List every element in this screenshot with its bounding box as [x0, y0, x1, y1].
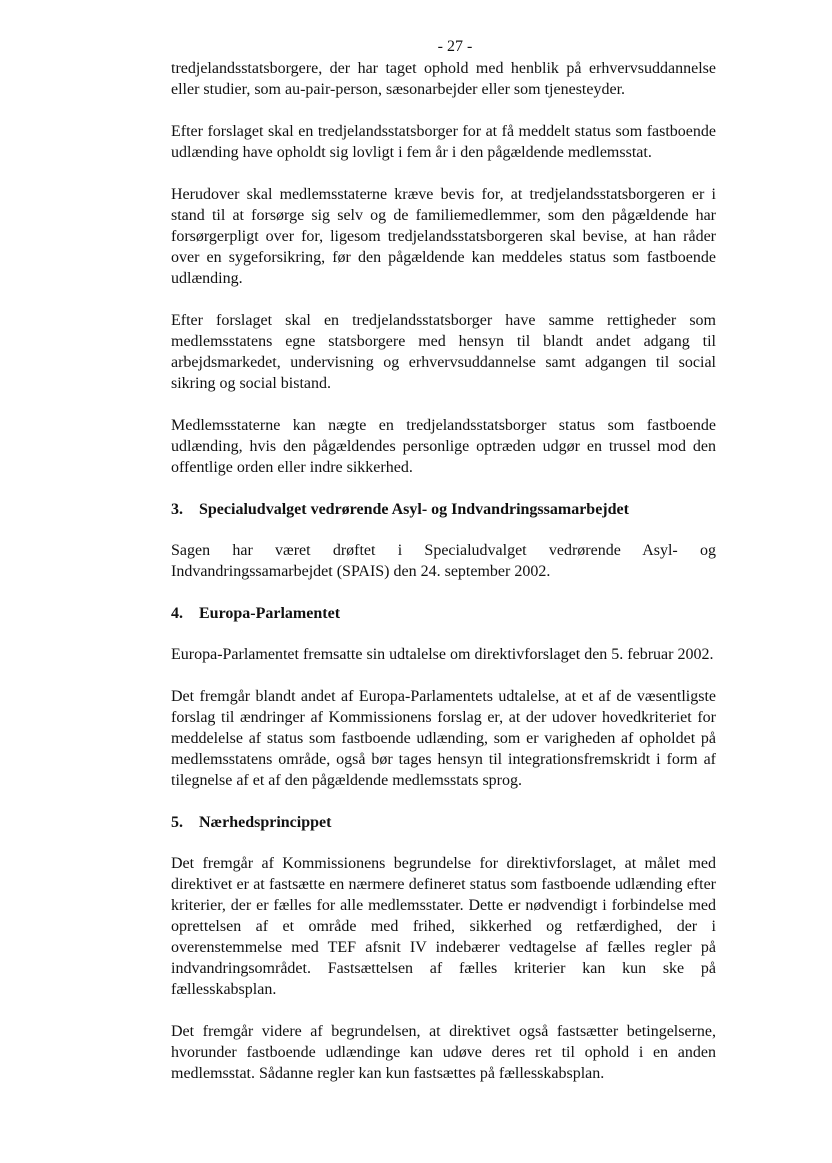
paragraph-rights: Efter forslaget skal en tredjelandsstatsborger have samme rettigheder som medlemsstatens egne statsborgere med hensyn til blandt andet adgang til arbejdsmarkedet, undervisning og erhvervsuddannelse samt adgangen til social sikring og social bistand. — [171, 312, 716, 392]
section-3-paragraph: Sagen har været drøftet i Specialudvalget vedrørende Asyl- og Indvandringssamarbejdet (SPAIS) den 24. september 2002. — [171, 542, 716, 580]
page-number: - 27 - — [437, 38, 473, 55]
paragraph-residence-requirement: Efter forslaget skal en tredjelandsstatsborger for at få meddelt status som fastboende udlænding have opholdt sig lovligt i fem år i den pågældende medlemsstat. — [171, 123, 716, 161]
section-title: Europa-Parlamentet — [199, 605, 341, 622]
section-heading-3 — [171, 499, 716, 520]
section-heading-5 — [171, 812, 716, 833]
paragraph-continuation: tredjelandsstatsborgere, der har taget ophold med henblik på erhvervsuddannelse eller studier, som au-pair-person, sæsonarbejder eller som tjenesteyder. — [171, 60, 716, 98]
section-5-paragraph-1: Det fremgår af Kommissionens begrundelse for direktivforslaget, at målet med direktivet er at fastsætte en nærmere defineret status som fastboende udlænding efter kriterier, der er fælles for alle medlemsstater. Dette er nødvendigt i forbindelse med oprettelsen af et område med frihed, sikkerhed og retfærdighed, der i overenstemmelse med TEF afsnit IV indebærer vedtagelse af fælles regler på indvandringsområdet. Fastsættelsen af fælles kriterier kan kun ske på fællesskabsplan. — [171, 855, 716, 998]
section-4-paragraph-1: Europa-Parlamentet fremsatte sin udtalelse om direktivforslaget den 5. februar 2002. — [171, 646, 714, 663]
section-number: 3. — [171, 501, 183, 518]
paragraph-refusal: Medlemsstaterne kan nægte en tredjelandsstatsborger status som fastboende udlænding, hvis den pågældendes personlige optræden udgør en trussel mod den offentlige orden eller indre sikkerhed. — [171, 417, 716, 476]
document-body — [171, 58, 716, 1084]
section-title: Specialudvalget vedrørende Asyl- og Indvandringssamarbejdet — [199, 501, 629, 518]
section-number: 4. — [171, 605, 183, 622]
section-number: 5. — [171, 814, 183, 831]
section-4-paragraph-2: Det fremgår blandt andet af Europa-Parlamentets udtalelse, at et af de væsentligste forslag til ændringer af Kommissionens forslag er, at der udover hovedkriteriet for meddelelse af status som fastboende udlænding, som er varigheden af opholdet på medlemsstatens område, også bør tages hensyn til integrationsfremskridt i form af tilegnelse af et af den pågældende medlemsstats sprog. — [171, 688, 716, 789]
section-5-paragraph-2: Det fremgår videre af begrundelsen, at direktivet også fastsætter betingelserne, hvorunder fastboende udlændinge kan udøve deres ret til ophold i en anden medlemsstat. Sådanne regler kan kun fastsættes på fællesskabsplan. — [171, 1023, 716, 1082]
section-title: Nærhedsprincippet — [199, 814, 332, 831]
paragraph-proof-requirements: Herudover skal medlemsstaterne kræve bevis for, at tredjelandsstatsborgeren er i stand til at forsørge sig selv og de familiemedlemmer, som den pågældende har forsørgerpligt over for, ligesom tredjelandsstatsborgeren skal bevise, at han råder over en sygeforsikring, før den pågældende kan meddeles status som fastboende udlænding. — [171, 186, 716, 287]
section-heading-4 — [171, 603, 716, 624]
